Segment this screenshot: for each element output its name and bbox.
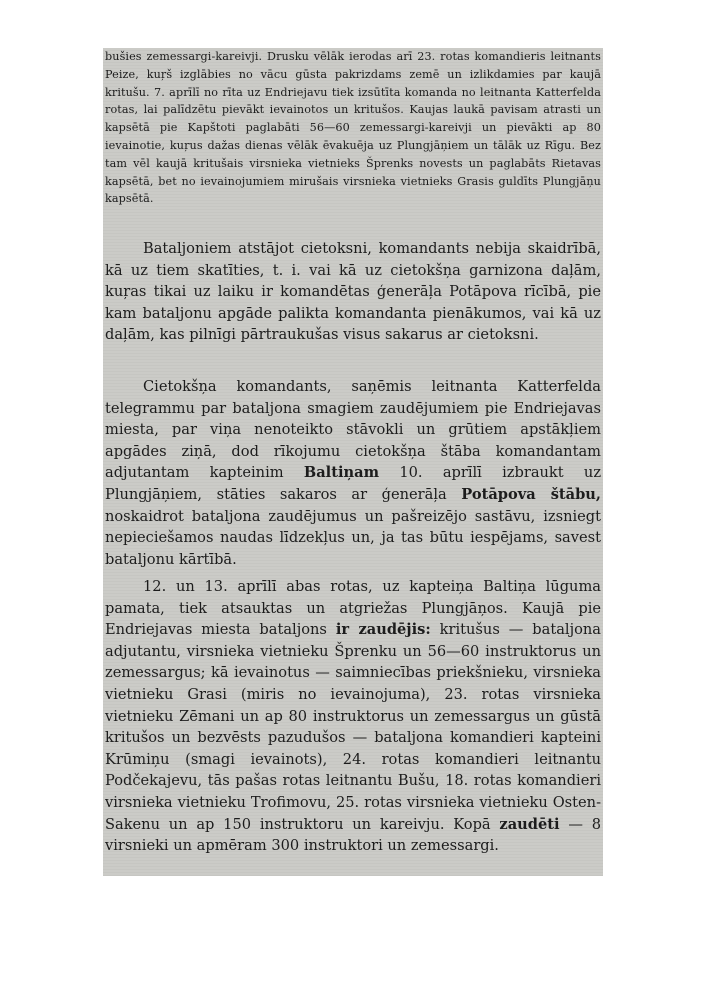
text-run: 12. un 13. aprīlī abas rotas, uz kapteiņa Baltiņa lūguma pamata, tiek atsauktas un atgriežas Plungjāņos. Kaujā pie Endriejavas miesta bataljons — [105, 578, 601, 639]
scanned-page — [103, 48, 603, 876]
text-run: bušies zemessargi-kareivji. Drusku vēlāk ierodas arī 23. rotas komandieris leitnants Peize, kuŗš izglābies no vācu gūsta pakrizdams zemē un izlikdamies par kaujā kritušu. 7. aprīlī no rīta uz Endriejavu tiek izsūtīta komanda no leitnanta Katterfelda rotas, lai palīdzētu pievākt ievainotos un kritušos. Kaujas laukā pavisam atrasti un kapsētā pie Kapštoti paglabāti 56—60 zemessargi-kareivji un pievākti ap 80 ievainotie, kuŗus dažas dienas vēlāk ēvakuēja uz Plungjāņiem un tālāk uz Rīgu. Bez tam vēl kaujā kritušais virsnieka vietnieks Šprenks novests un paglabāts Rietavas kapsētā, bet no ievainojumiem mirušais virsnieka vietnieks Grasis guldīts Plungjāņu kapsētā. — [105, 50, 601, 206]
text-run: Bataljoniem atstājot cietoksni, komandants nebija skaidrībā, kā uz tiem skatīties, t. i. vai kā uz cietokšņa garnizona daļām, kuŗas tikai uz laiku ir komandētas ģenerāļa Potāpova rīcībā, pie kam bataljonu apgāde palikta komandanta pienākumos, vai kā uz daļām, kas pilnīgi pārtraukušas visus sakarus ar cietoksni. — [105, 240, 601, 344]
text-run: noskaidrot bataljona zaudējumus un pašreizējo sastāvu, izsniegt nepieciešamos naudas līdzekļus un, ja tas būtu iespējams, savest bataljonu kārtībā. — [105, 507, 601, 568]
text-run: — 8 virsnieki un apmēram 300 instruktori un zemessargi. — [105, 815, 601, 855]
bold-text-run: zaudēti — [499, 815, 560, 833]
bold-text-run: Baltiņam — [303, 464, 380, 482]
paragraph-4 — [105, 576, 601, 857]
text-run: Cietokšņa komandants, saņēmis leitnanta Katterfelda telegrammu par bataljona smagiem zaudējumiem pie Endriejavas miesta, par viņa nenoteikto stāvokli un grūtiem apstākļiem apgādes ziņā, dod rīkojumu cietokšņa štāba komandantam adjutantam kapteinim — [105, 378, 601, 482]
text-run: 10. aprīlī izbraukt uz Plungjāņiem, stāties sakaros ar ģenerāļa — [105, 464, 602, 503]
paragraph-2 — [105, 238, 601, 346]
bold-text-run: ir zaudējis: — [335, 621, 431, 639]
paragraph-3 — [105, 376, 601, 570]
paragraph-1 — [105, 48, 601, 208]
text-run: kritušus — bataljona adjutantu, virsnieka vietnieku Šprenku un 56—60 instruktorus un zemessargus; kā ievainotus — saimniecības priekšnieku, virsnieka vietnieku Grasi (miris no ievainojuma), 23. rotas virsnieka vietnieku Zēmani un ap 80 instruktorus un zemessargus un gūstā kritušos un bezvēsts pazudušos — bataljona komandieri kapteini Krūmiņu (smagi ievainots), 24. rotas komandieri leitnantu Podčekajevu, tās pašas rotas leitnantu Bušu, 18. rotas komandieri virsnieka vietnieku Trofimovu, 25. rotas virsnieka vietnieku Osten-Sakenu un ap 150 instruktoru un kareivju. Kopā — [105, 621, 601, 833]
bold-text-run: Potāpova štābu, — [461, 485, 601, 503]
